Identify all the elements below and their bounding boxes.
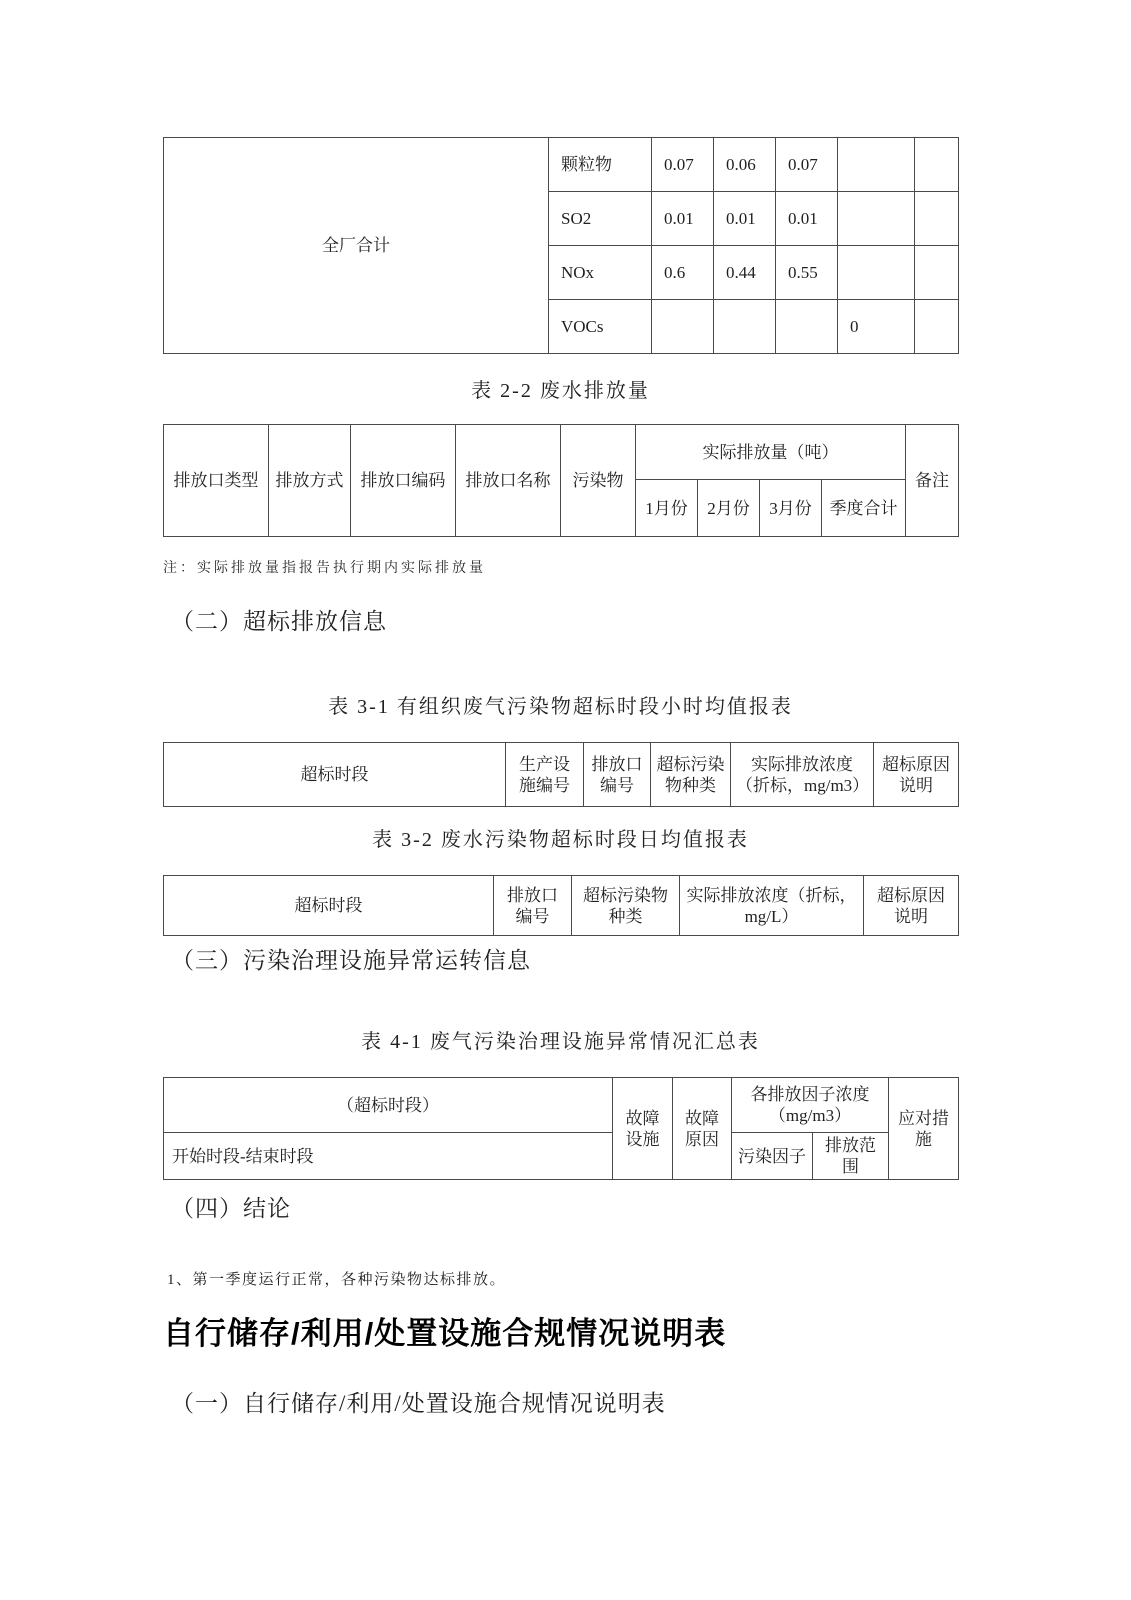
outlet-code-header: 排放口编号 bbox=[494, 876, 572, 936]
remark-cell bbox=[915, 246, 959, 300]
production-facility-code-header: 生产设施编号 bbox=[506, 743, 584, 807]
waste-gas-total-table bbox=[163, 137, 959, 354]
outlet-code-header: 排放口编号 bbox=[584, 743, 651, 807]
page-content bbox=[163, 0, 958, 1420]
section-heading-conclusion: （四）结论 bbox=[171, 1196, 291, 1221]
gas-over-standard-hourly-table bbox=[163, 742, 959, 807]
outlet-type-header: 排放口类型 bbox=[164, 425, 269, 537]
actual-emission-group-header: 实际排放量（吨） bbox=[636, 425, 906, 480]
month1-value-cell: 0.6 bbox=[652, 246, 714, 300]
table-3-2-caption: 表 3-2 废水污染物超标时段日均值报表 bbox=[372, 829, 749, 851]
remark-header: 备注 bbox=[906, 425, 959, 537]
over-standard-pollutant-header: 超标污染物种类 bbox=[651, 743, 731, 807]
wastewater-emission-table bbox=[163, 424, 959, 537]
fault-facility-header: 故障设施 bbox=[613, 1078, 673, 1180]
section-heading-over-standard: （二）超标排放信息 bbox=[171, 609, 387, 634]
table-3-1-caption: 表 3-1 有组织废气污染物超标时段小时均值报表 bbox=[328, 696, 793, 718]
month3-value-cell: 0.01 bbox=[776, 192, 838, 246]
table-row bbox=[164, 138, 959, 192]
month3-value-cell bbox=[776, 300, 838, 354]
outlet-name-header: 排放口名称 bbox=[456, 425, 561, 537]
discharge-mode-header: 排放方式 bbox=[269, 425, 351, 537]
month3-value-cell: 0.55 bbox=[776, 246, 838, 300]
conclusion-text: 1、第一季度运行正常，各种污染物达标排放。 bbox=[167, 1272, 507, 1288]
treatment-facility-abnormal-table bbox=[163, 1077, 959, 1180]
storage-facility-chapter-title: 自行储存/利用/处置设施合规情况说明表 bbox=[163, 1316, 727, 1351]
table-4-1-caption: 表 4-1 废气污染治理设施异常情况汇总表 bbox=[361, 1031, 760, 1053]
wastewater-over-standard-daily-table bbox=[163, 875, 959, 936]
month1-value-cell: 0.07 bbox=[652, 138, 714, 192]
section-heading-storage-facility: （一）自行储存/利用/处置设施合规情况说明表 bbox=[171, 1391, 666, 1416]
remark-cell bbox=[915, 192, 959, 246]
pollutant-cell: VOCs bbox=[549, 300, 652, 354]
remark-cell bbox=[915, 138, 959, 192]
outlet-code-header: 排放口编码 bbox=[351, 425, 456, 537]
actual-concentration-header: 实际排放浓度（折标，mg/m3） bbox=[731, 743, 874, 807]
fault-reason-header: 故障原因 bbox=[673, 1078, 732, 1180]
actual-concentration-header: 实际排放浓度（折标，mg/L） bbox=[680, 876, 864, 936]
factor-concentration-group-header: 各排放因子浓度（mg/m3） bbox=[732, 1078, 889, 1133]
pollutant-header: 污染物 bbox=[561, 425, 636, 537]
quarter-total-cell: 0 bbox=[838, 300, 915, 354]
month2-header: 2月份 bbox=[698, 480, 760, 537]
over-standard-reason-header: 超标原因说明 bbox=[864, 876, 959, 936]
over-standard-pollutant-header: 超标污染物种类 bbox=[572, 876, 680, 936]
pollutant-cell: SO2 bbox=[549, 192, 652, 246]
month1-header: 1月份 bbox=[636, 480, 698, 537]
pollution-factor-header: 污染因子 bbox=[732, 1133, 813, 1180]
month1-value-cell bbox=[652, 300, 714, 354]
month3-value-cell: 0.07 bbox=[776, 138, 838, 192]
over-standard-reason-header: 超标原因说明 bbox=[874, 743, 959, 807]
pollutant-cell: NOx bbox=[549, 246, 652, 300]
over-standard-period-header: （超标时段） bbox=[164, 1078, 613, 1133]
quarter-total-cell bbox=[838, 246, 915, 300]
table-2-2-note: 注：实际排放量指报告执行期内实际排放量 bbox=[163, 561, 486, 576]
start-end-period-cell: 开始时段-结束时段 bbox=[164, 1133, 613, 1180]
pollutant-cell: 颗粒物 bbox=[549, 138, 652, 192]
month1-value-cell: 0.01 bbox=[652, 192, 714, 246]
section-heading-abnormal-operation: （三）污染治理设施异常运转信息 bbox=[171, 948, 531, 973]
header-row bbox=[164, 743, 959, 807]
quarter-total-cell bbox=[838, 138, 915, 192]
quarter-total-header: 季度合计 bbox=[822, 480, 906, 537]
month2-value-cell: 0.44 bbox=[714, 246, 776, 300]
month2-value-cell: 0.01 bbox=[714, 192, 776, 246]
header-row bbox=[164, 876, 959, 936]
header-row bbox=[164, 425, 959, 480]
response-measures-header: 应对措施 bbox=[889, 1078, 959, 1180]
factory-total-cell: 全厂合计 bbox=[164, 138, 549, 354]
month2-value-cell bbox=[714, 300, 776, 354]
quarter-total-cell bbox=[838, 192, 915, 246]
over-standard-period-header: 超标时段 bbox=[164, 743, 506, 807]
table-2-2-caption: 表 2-2 废水排放量 bbox=[471, 380, 650, 402]
remark-cell bbox=[915, 300, 959, 354]
emission-range-header: 排放范围 bbox=[813, 1133, 889, 1180]
over-standard-period-header: 超标时段 bbox=[164, 876, 494, 936]
header-row bbox=[164, 1078, 959, 1133]
month2-value-cell: 0.06 bbox=[714, 138, 776, 192]
month3-header: 3月份 bbox=[760, 480, 822, 537]
